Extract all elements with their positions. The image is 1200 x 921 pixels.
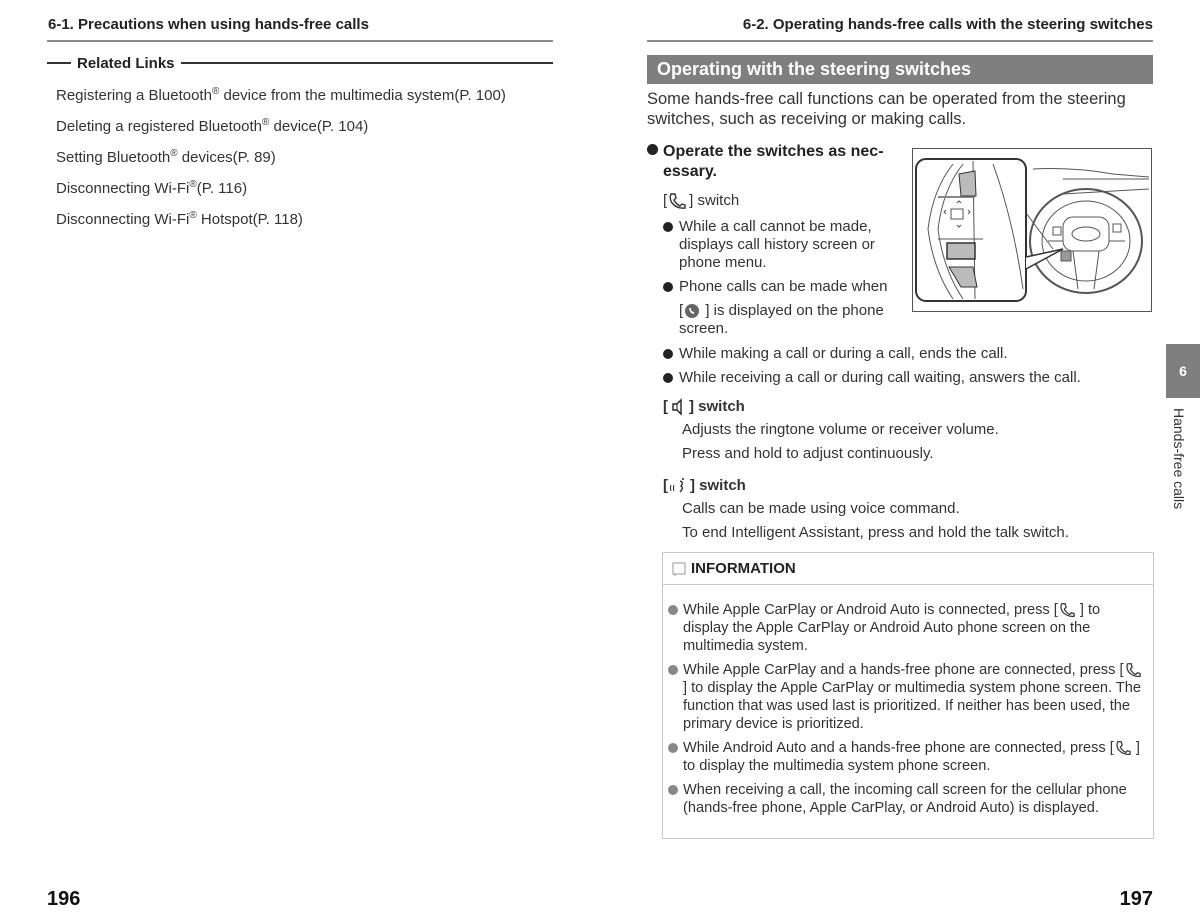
information-header: INFORMATION [663, 553, 1153, 585]
phone-icon [1114, 740, 1132, 756]
list-item: Phone calls can be made when [ ] is displayed on the phone screen. [663, 278, 903, 338]
list-item: When receiving a call, the incoming call screen for the cellular phone (hands-free phone, Apple CarPlay, or Android Auto) is displayed. [668, 781, 1145, 817]
steering-switch-illustration [912, 148, 1152, 312]
list-item: While Apple CarPlay and a hands-free phone are connected, press [ ] to display the Apple CarPlay or multimedia system phone screen. The function that was used last is prioritized. If neither has been used, the primary device is prioritized. [668, 661, 1145, 733]
related-links-title: Related Links [47, 54, 553, 72]
list-item: While Android Auto and a hands-free phone are connected, press [ ] to display the multimedia system phone screen. [668, 739, 1145, 775]
talk-switch-label: [ ] switch [663, 477, 746, 494]
intro-text: Some hands-free call functions can be operated from the steering switches, such as receiving or making calls. [647, 90, 1126, 128]
information-list [663, 601, 1153, 817]
header-rule [647, 40, 1153, 42]
related-link[interactable]: Setting Bluetooth® devices(P. 89) [56, 148, 276, 166]
information-box [662, 552, 1154, 839]
talk-desc: Calls can be made using voice command. [682, 500, 960, 517]
running-head: 6-1. Precautions when using hands-free calls [48, 16, 369, 33]
voice-talk-icon [668, 477, 688, 495]
related-link[interactable]: Disconnecting Wi-Fi® Hotspot(P. 118) [56, 210, 303, 228]
phone-icon [667, 192, 687, 210]
volume-desc: Press and hold to adjust continuously. [682, 445, 934, 462]
chapter-tab-label: Hands-free calls [1171, 408, 1187, 510]
volume-switch-label: [ ] switch [663, 398, 745, 415]
list-item: While Apple CarPlay or Android Auto is connected, press [ ] to display the Apple CarPlay or Android Auto phone screen on the multimedia system. [668, 601, 1145, 655]
talk-switch-section [663, 477, 1163, 545]
phone-switch-section [663, 192, 903, 338]
phone-switch-bullets-cont [663, 345, 1163, 387]
note-icon [672, 562, 686, 576]
steering-wheel-icon [913, 149, 1150, 310]
page-number: 197 [1119, 888, 1153, 910]
right-page [600, 0, 1200, 921]
phone-icon [1058, 602, 1076, 618]
chapter-tab[interactable]: 6 [1166, 344, 1200, 398]
related-link[interactable]: Registering a Bluetooth® device from the multimedia system(P. 100) [56, 86, 506, 104]
bullet-icon [647, 144, 658, 155]
section-title: Operating with the steering switches [647, 55, 1153, 84]
running-head: 6-2. Operating hands-free calls with the steering switches [742, 16, 1153, 33]
phone-icon [1124, 662, 1142, 678]
phone-status-icon [683, 303, 701, 319]
volume-switch-section [663, 398, 1163, 466]
header-rule [47, 40, 553, 42]
list-item: While receiving a call or during call waiting, answers the call. [663, 369, 1163, 387]
volume-desc: Adjusts the ringtone volume or receiver volume. [682, 421, 999, 438]
phone-switch-bullets [663, 218, 903, 338]
operate-heading: Operate the switches as nec- essary. [647, 142, 902, 182]
related-link[interactable]: Deleting a registered Bluetooth® device(P. 104) [56, 117, 369, 135]
list-item: While making a call or during a call, ends the call. [663, 345, 1163, 363]
phone-switch-label: [ ] switch [663, 192, 740, 209]
related-links [47, 54, 553, 233]
list-item: While a call cannot be made, displays call history screen or phone menu. [663, 218, 903, 272]
speaker-icon [668, 398, 686, 416]
talk-desc: To end Intelligent Assistant, press and hold the talk switch. [682, 524, 1069, 541]
related-link[interactable]: Disconnecting Wi-Fi®(P. 116) [56, 179, 248, 197]
related-links-list [56, 78, 553, 233]
page-number: 196 [47, 888, 81, 910]
